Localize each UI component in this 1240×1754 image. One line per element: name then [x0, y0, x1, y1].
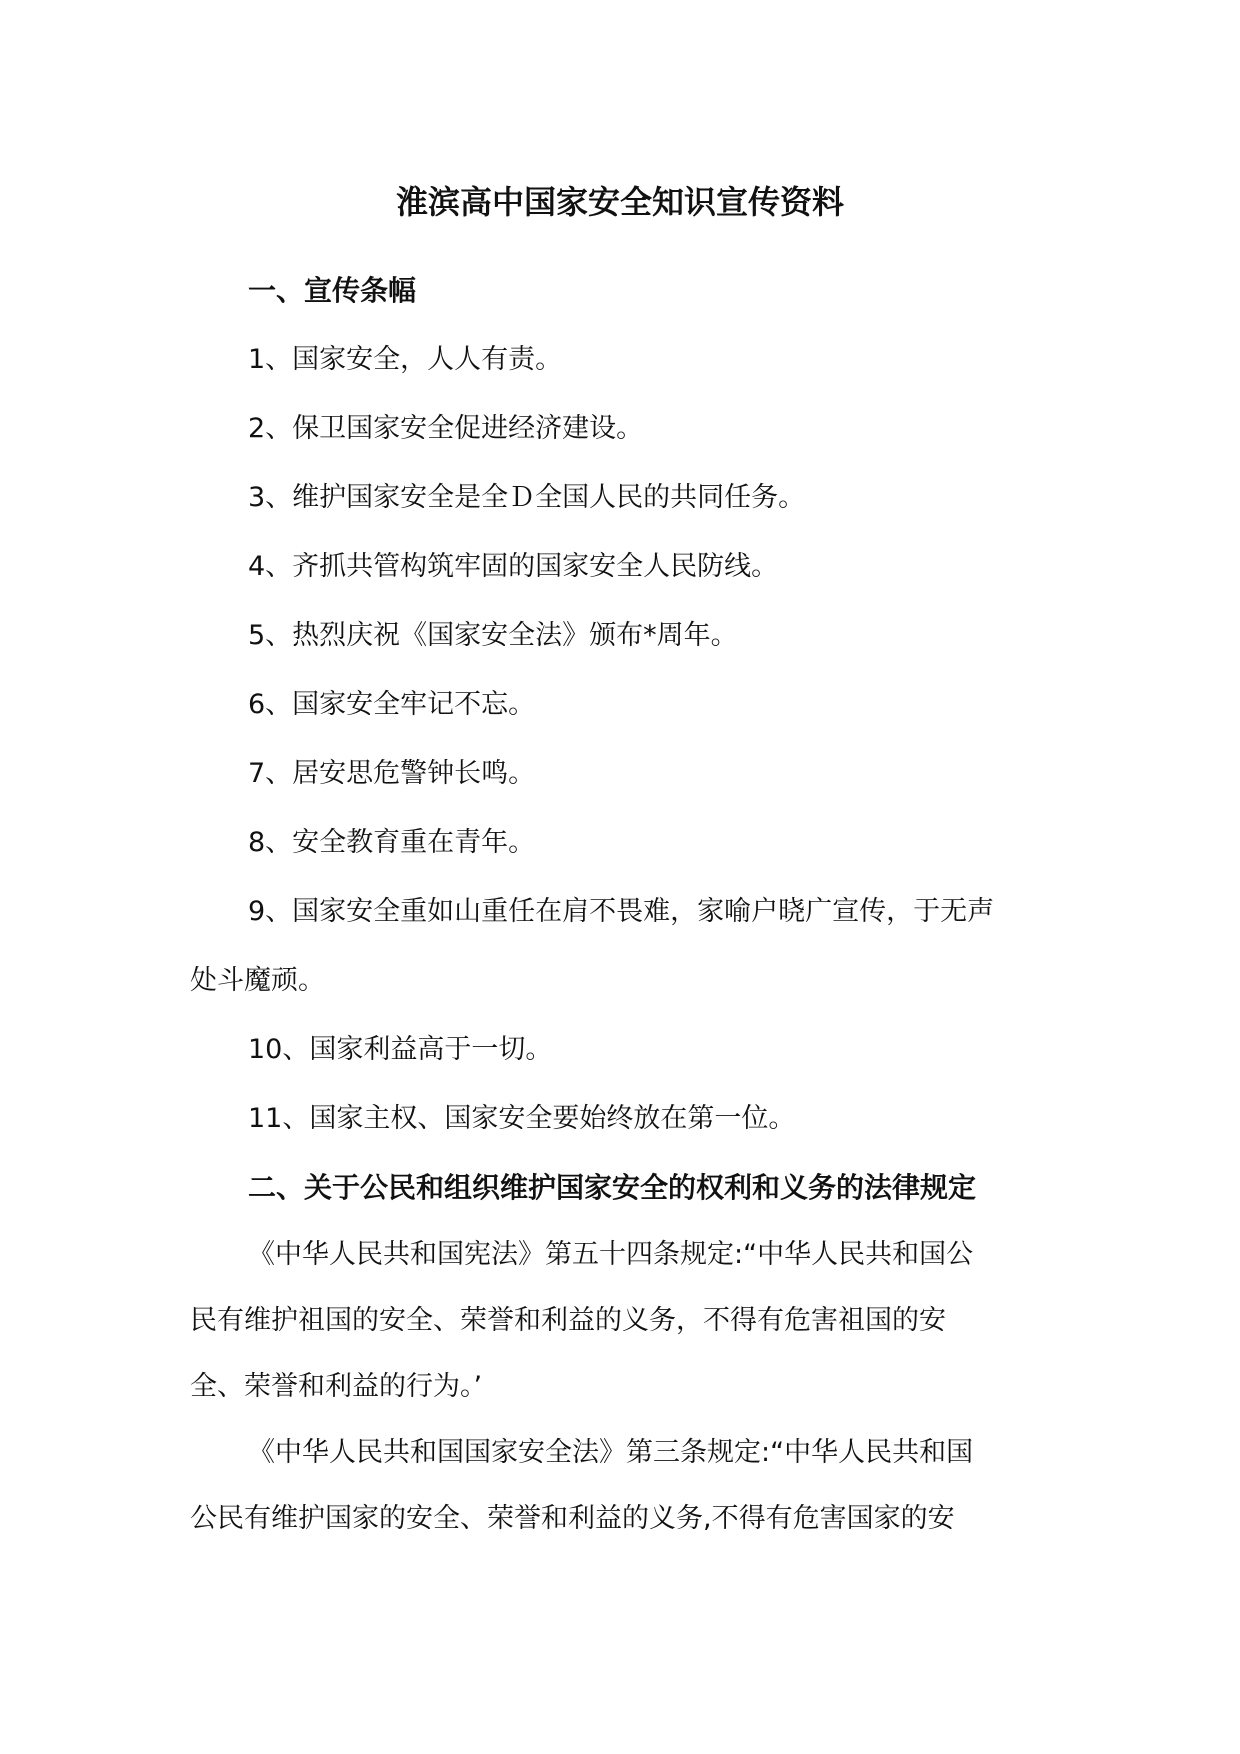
security-law-paragraph	[190, 1420, 1050, 1552]
banner-item-6: 6、国家安全牢记不忘。	[248, 689, 536, 720]
section-banners	[190, 256, 1050, 1153]
paragraph-line: 民有维护祖国的安全、荣誉和利益的义务，不得有危害祖国的安	[190, 1305, 946, 1336]
paragraph-line: 公民有维护国家的安全、荣誉和利益的义务,不得有危害国家的安	[190, 1503, 955, 1534]
section-heading-legal: 二、关于公民和组织维护国家安全的权利和义务的法律规定	[248, 1171, 977, 1204]
banner-item-2: 2、保卫国家安全促进经济建设。	[248, 413, 644, 444]
document-title: 淮滨高中国家安全知识宣传资料	[395, 183, 844, 221]
banner-item-3: 3、维护国家安全是全Ｄ全国人民的共同任务。	[248, 482, 806, 513]
banner-item-7: 7、居安思危警钟长鸣。	[248, 758, 536, 789]
paragraph-line: 全、荣誉和利益的行为。’	[190, 1371, 483, 1402]
paragraph-line: 《中华人民共和国宪法》第五十四条规定:“中华人民共和国公	[248, 1239, 974, 1270]
banner-item-1: 1、国家安全，人人有责。	[248, 344, 563, 375]
banner-item-9-continued: 处斗魔顽。	[190, 965, 325, 996]
section-heading-banners: 一、宣传条幅	[248, 274, 417, 307]
banner-item-8: 8、安全教育重在青年。	[248, 827, 536, 858]
banner-item-9: 9、国家安全重如山重任在肩不畏难，家喻户晓广宣传，于无声	[248, 896, 995, 927]
banner-item-5: 5、热烈庆祝《国家安全法》颁布*周年。	[248, 620, 738, 651]
banner-item-10: 10、国家利益高于一切。	[248, 1034, 553, 1065]
banner-item-11: 11、国家主权、国家安全要始终放在第一位。	[248, 1103, 796, 1134]
constitution-paragraph	[190, 1222, 1050, 1420]
paragraph-line: 《中华人民共和国国家安全法》第三条规定:“中华人民共和国	[248, 1437, 974, 1468]
section-legal-provisions	[190, 1153, 1050, 1552]
banner-item-4: 4、齐抓共管构筑牢固的国家安全人民防线。	[248, 551, 779, 582]
